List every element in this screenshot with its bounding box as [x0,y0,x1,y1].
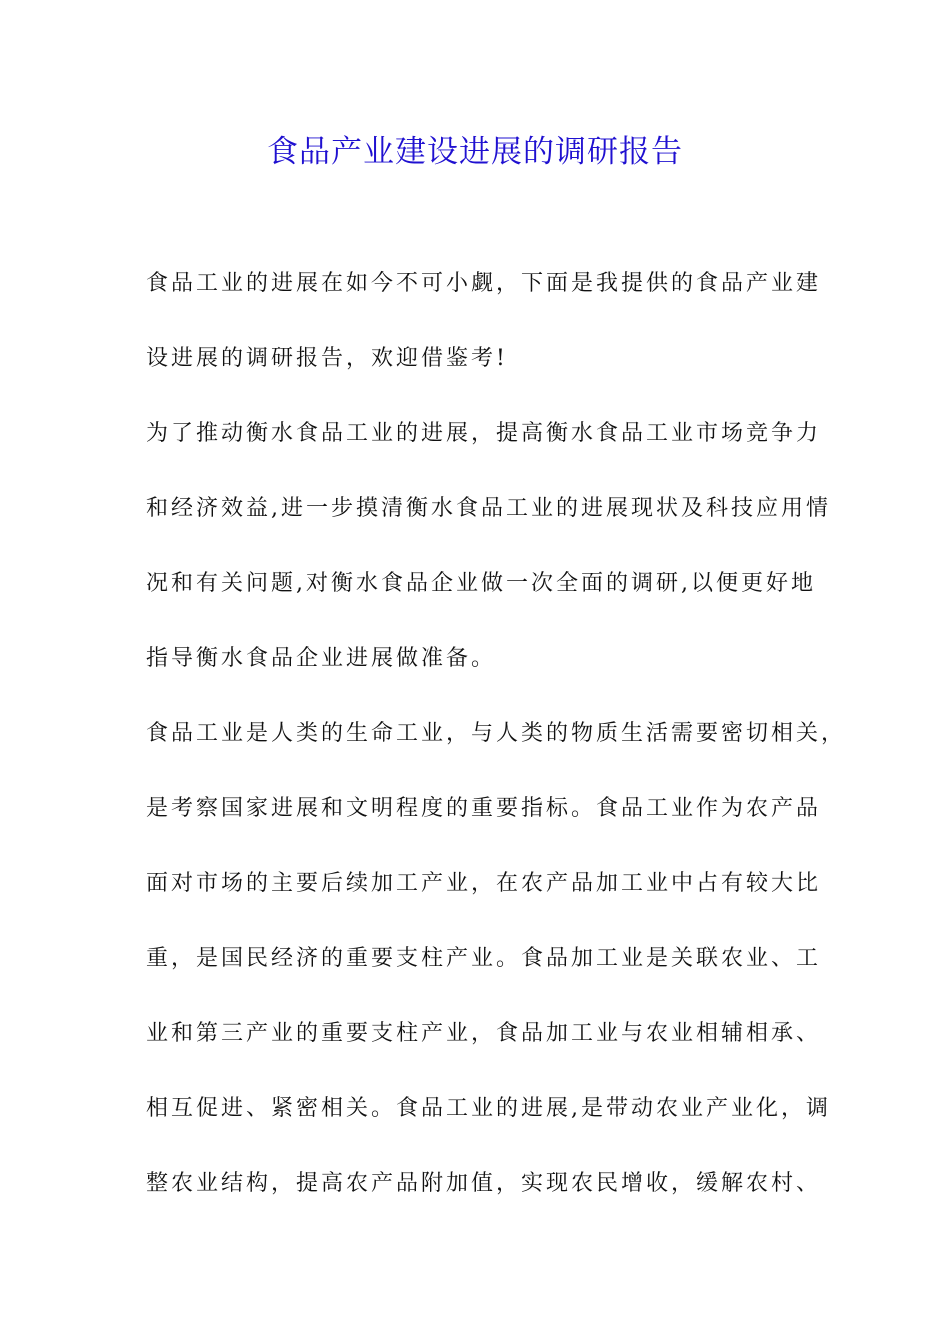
document-body [146,258,847,1233]
text-line: 指导衡水食品企业进展做准备。 [146,646,497,671]
text-line: 整农业结构，提高农产品附加值，实现农民增收，缓解农村、 [146,1171,822,1196]
text-line: 食品工业的进展在如今不可小觑，下面是我提供的食品产业建 [146,271,822,296]
text-line: 面对市场的主要后续加工产业，在农产品加工业中占有较大比 [146,871,822,896]
document-title: 食品产业建设进展的调研报告 [267,134,683,170]
text-line: 是考察国家进展和文明程度的重要指标。食品工业作为农产品 [146,796,822,821]
text-line: 为了推动衡水食品工业的进展，提高衡水食品工业市场竞争力 [146,421,822,446]
text-line: 设进展的调研报告，欢迎借鉴考! [146,346,508,371]
text-line: 和经济效益,进一步摸清衡水食品工业的进展现状及科技应用情 [146,496,831,521]
text-line: 相互促进、紧密相关。食品工业的进展,是带动农业产业化，调 [146,1096,831,1121]
text-line: 业和第三产业的重要支柱产业，食品加工业与农业相辅相承、 [146,1021,822,1046]
text-line: 食品工业是人类的生命工业，与人类的物质生活需要密切相关， [146,721,847,746]
text-line: 况和有关问题,对衡水食品企业做一次全面的调研,以便更好地 [146,571,816,596]
text-line: 重，是国民经济的重要支柱产业。食品加工业是关联农业、工 [146,946,822,971]
